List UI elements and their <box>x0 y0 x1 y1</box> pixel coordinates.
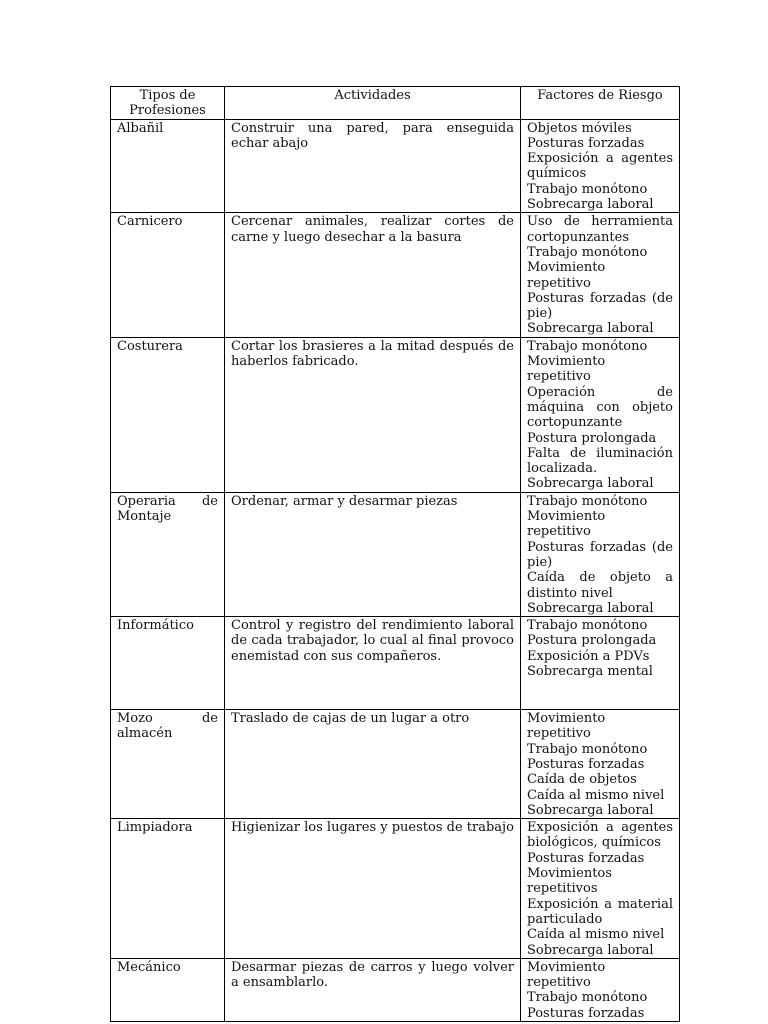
risk-factors-table <box>110 86 680 1022</box>
risk-factor: Movimiento repetitivo <box>527 260 606 291</box>
profession-cell: Mecánico <box>111 958 225 1021</box>
profession-cell: Informático <box>111 617 225 710</box>
profession-cell: Albañil <box>111 119 225 213</box>
risk-factor: Posturas forzadas <box>527 756 645 772</box>
risk-factor: Sobrecarga laboral <box>527 197 654 213</box>
table-row <box>111 337 680 492</box>
risk-factor: Sobrecarga laboral <box>527 321 654 337</box>
table-row <box>111 710 680 819</box>
risk-factor: Trabajo monótono <box>527 493 648 509</box>
risk-factor: Caída al mismo nivel <box>527 927 665 943</box>
profession-cell: Mozo de almacén <box>111 710 225 819</box>
risk-factor: Movimiento repetitivo <box>527 711 606 742</box>
activity-cell: Cortar los brasieres a la mitad después de haberlos fabricado. <box>225 337 521 492</box>
header-risk-factors: Factores de Riesgo <box>521 87 680 120</box>
risk-factors-cell <box>521 819 680 959</box>
table-row <box>111 213 680 337</box>
risk-factors-cell <box>521 119 680 213</box>
profession-cell: Limpiadora <box>111 819 225 959</box>
risk-factor: Exposición a agentes químicos <box>527 151 673 182</box>
risk-factor: Trabajo monótono <box>527 244 648 260</box>
profession-cell: Operaria de Montaje <box>111 492 225 616</box>
risk-factors-cell <box>521 617 680 710</box>
risk-factor: Trabajo monótono <box>527 990 648 1006</box>
risk-factor: Movimiento repetitivo <box>527 509 606 540</box>
table-row <box>111 958 680 1021</box>
table-row <box>111 119 680 213</box>
table-header-row <box>111 87 680 120</box>
risk-factor: Movimiento repetitivo <box>527 354 606 385</box>
risk-factor: Exposición a material particulado <box>527 896 673 927</box>
risk-factor: Exposición a agentes biológicos, químicos <box>527 820 673 851</box>
risk-factor: Trabajo monótono <box>527 741 648 757</box>
table-row <box>111 492 680 616</box>
risk-factors-cell <box>521 337 680 492</box>
risk-factor: Exposición a PDVs <box>527 648 650 664</box>
activity-cell: Higienizar los lugares y puestos de trabajo <box>225 819 521 959</box>
risk-factor: Falta de iluminación localizada. <box>527 445 673 477</box>
risk-factors-cell <box>521 710 680 819</box>
risk-factor: Uso de herramienta cortopunzantes <box>527 214 673 245</box>
header-profession-types: Tipos de Profesiones <box>111 87 225 120</box>
activity-cell: Desarmar piezas de carros y luego volver a ensamblarlo. <box>225 958 521 1021</box>
risk-factors-cell <box>521 213 680 337</box>
risk-factor: Sobrecarga laboral <box>527 802 654 818</box>
risk-factor: Sobrecarga mental <box>527 663 653 679</box>
risk-factor: Postura prolongada <box>527 633 657 649</box>
risk-factor: Movimiento repetitivo <box>527 959 606 991</box>
activity-cell: Construir una pared, para enseguida echar abajo <box>225 119 521 213</box>
risk-factor: Sobrecarga laboral <box>527 476 654 492</box>
risk-factor: Postura prolongada <box>527 430 657 446</box>
risk-factor: Posturas forzadas <box>527 135 645 151</box>
risk-factor: Sobrecarga laboral <box>527 600 654 616</box>
risk-factors-cell <box>521 958 680 1021</box>
risk-factor: Caída de objeto a distinto nivel <box>527 570 673 601</box>
profession-cell: Carnicero <box>111 213 225 337</box>
risk-factor: Trabajo monótono <box>527 181 648 197</box>
activity-cell: Ordenar, armar y desarmar piezas <box>225 492 521 616</box>
table-row <box>111 819 680 959</box>
risk-factor: Posturas forzadas (de pie) <box>527 290 673 322</box>
table-row <box>111 617 680 710</box>
risk-factor: Movimientos repetitivos <box>527 866 612 897</box>
activity-cell: Traslado de cajas de un lugar a otro <box>225 710 521 819</box>
risk-factor: Trabajo monótono <box>527 338 648 354</box>
risk-factor: Sobrecarga laboral <box>527 942 654 958</box>
risk-factor: Trabajo monótono <box>527 618 648 634</box>
activity-cell: Control y registro del rendimiento laboral de cada trabajador, lo cual al final provoco enemistad con sus compañeros. <box>225 617 521 710</box>
header-activities: Actividades <box>225 87 521 120</box>
risk-factor: Posturas forzadas <box>527 850 645 866</box>
risk-factor: Posturas forzadas <box>527 1005 645 1021</box>
risk-factor: Caída al mismo nivel <box>527 787 665 803</box>
risk-factors-cell <box>521 492 680 616</box>
risk-factor: Posturas forzadas (de pie) <box>527 539 673 570</box>
risk-factor: Operación de máquina con objeto cortopunzante <box>527 384 673 431</box>
risk-factor: Caída de objetos <box>527 772 637 788</box>
risk-factor: Objetos móviles <box>527 120 632 136</box>
profession-cell: Costurera <box>111 337 225 492</box>
activity-cell: Cercenar animales, realizar cortes de carne y luego desechar a la basura <box>225 213 521 337</box>
